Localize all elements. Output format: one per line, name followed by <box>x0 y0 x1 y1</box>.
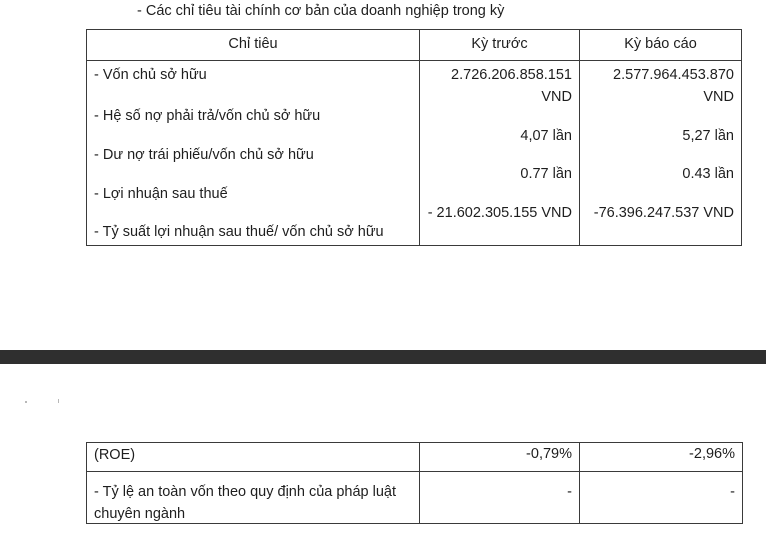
table-row <box>87 61 742 246</box>
prev-net-profit: - 21.602.305.155 VND <box>427 205 572 221</box>
curr-roe-value: -2,96% <box>689 446 735 462</box>
roe-label-cell <box>87 443 420 472</box>
roe-curr-cell <box>580 443 743 472</box>
header-reporting-period: Kỳ báo cáo <box>580 30 742 61</box>
prev-bond-ratio: 0.77 lần <box>520 166 572 182</box>
label-bond-debt-to-equity: - Dư nợ trái phiếu/vốn chủ sở hữu <box>94 147 314 163</box>
label-debt-to-equity: - Hệ số nợ phải trả/vốn chủ sở hữu <box>94 108 321 124</box>
header-indicator: Chỉ tiêu <box>87 30 420 61</box>
curr-equity-value: 2.577.964.453.870 <box>613 67 734 83</box>
curr-capital-safety: - <box>730 484 735 500</box>
label-net-profit: - Lợi nhuận sau thuế <box>94 186 228 202</box>
previous-period-cell <box>420 61 580 246</box>
financial-indicators-table <box>86 29 742 246</box>
label-capital-safety-line2: chuyên ngành <box>94 506 186 522</box>
table-row <box>87 472 743 524</box>
header-previous-period: Kỳ trước <box>420 30 580 61</box>
ratio-continuation-table <box>86 442 743 524</box>
label-roe-suffix: (ROE) <box>94 447 136 463</box>
prev-equity-unit: VND <box>541 89 572 105</box>
prev-capital-safety: - <box>567 484 572 500</box>
label-roe: - Tỷ suất lợi nhuận sau thuế/ vốn chủ sở hữu <box>94 224 384 240</box>
label-equity: - Vốn chủ sở hữu <box>94 67 207 83</box>
roe-prev-cell <box>420 443 580 472</box>
scan-artifact <box>25 401 27 403</box>
capital-safety-prev-cell <box>420 472 580 524</box>
capital-safety-curr-cell <box>580 472 743 524</box>
label-capital-safety: - Tỷ lệ an toàn vốn theo quy định của pháp luật <box>94 484 397 500</box>
reporting-period-cell <box>580 61 742 246</box>
indicator-labels-cell <box>87 61 420 246</box>
curr-equity-unit: VND <box>703 89 734 105</box>
prev-roe-value: -0,79% <box>526 446 572 462</box>
page-break-divider <box>0 350 766 364</box>
prev-equity-value: 2.726.206.858.151 <box>451 67 572 83</box>
capital-safety-label-cell <box>87 472 420 524</box>
scan-artifact <box>58 399 59 403</box>
curr-bond-ratio: 0.43 lần <box>682 166 734 182</box>
curr-net-profit: -76.396.247.537 VND <box>593 205 734 221</box>
table-header-row <box>87 30 742 61</box>
section-heading: - Các chỉ tiêu tài chính cơ bản của doanh nghiệp trong kỳ <box>137 3 505 19</box>
prev-debt-ratio: 4,07 lần <box>520 128 572 144</box>
curr-debt-ratio: 5,27 lần <box>682 128 734 144</box>
table-row <box>87 443 743 472</box>
